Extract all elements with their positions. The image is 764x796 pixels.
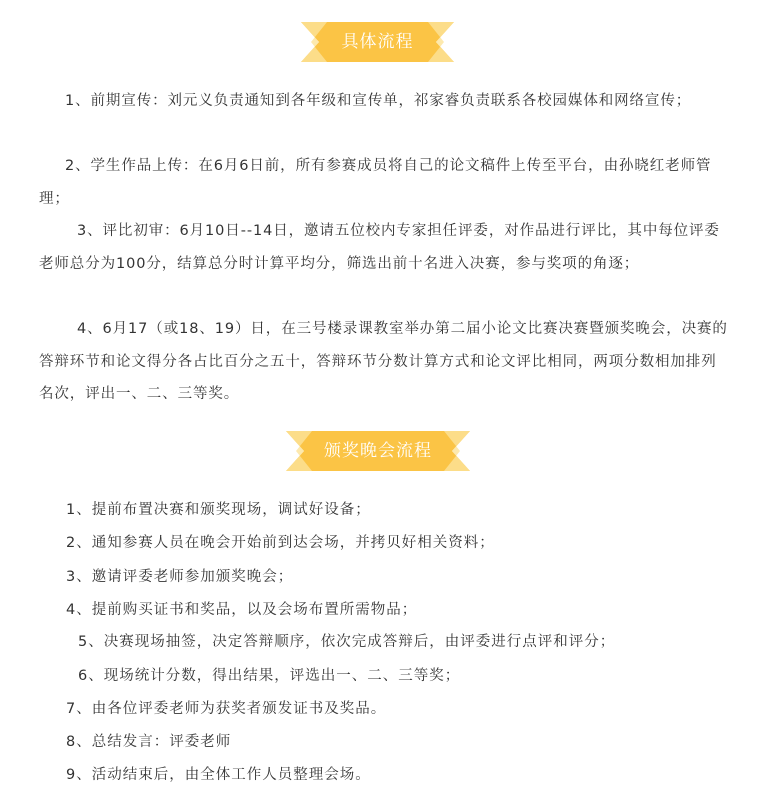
ceremony-step-4: 4、提前购买证书和奖品，以及会场布置所需物品； [66,602,418,618]
ceremony-step-7: 7、由各位评委老师为获奖者颁发证书及奖品。 [66,701,387,717]
ceremony-step-1: 1、提前布置决赛和颁奖现场，调试好设备； [66,502,371,518]
ceremony-step-3: 3、邀请评委老师参加颁奖晚会； [66,569,294,585]
section-banner-process [301,22,454,62]
process-paragraph-2: 2、学生作品上传：在6月6日前，所有参赛成员将自己的论文稿件上传至平台，由孙晓红老师管理； [39,158,712,207]
ceremony-step-9: 9、活动结束后，由全体工作人员整理会场。 [66,767,371,783]
process-paragraph-4: 4、6月17（或18、19）日，在三号楼录课教室举办第二届小论文比赛决赛暨颁奖晚会，决赛的答辩环节和论文得分各占比百分之五十，答辩环节分数计算方式和论文评比相同，两项分数相加排列名次，评出一、二、三等奖。 [39,321,728,402]
process-paragraph-3: 3、评比初审：6月10日--14日，邀请五位校内专家担任评委，对作品进行评比，其中每位评委老师总分为100分，结算总分时计算平均分，筛选出前十名进入决赛，参与奖项的角逐； [39,223,720,272]
ceremony-step-2: 2、通知参赛人员在晚会开始前到达会场，并拷贝好相关资料； [66,535,495,551]
ceremony-step-5: 5、决赛现场抽签，决定答辩顺序，依次完成答辩后，由评委进行点评和评分； [78,634,616,650]
section-title: 颁奖晚会流程 [324,441,432,461]
section-title: 具体流程 [341,32,414,52]
ceremony-step-8: 8、总结发言：评委老师 [66,734,232,750]
section-banner-award-ceremony [286,431,470,471]
ceremony-step-6: 6、现场统计分数，得出结果，评选出一、二、三等奖； [78,668,461,684]
process-paragraph-1: 1、前期宣传：刘元义负责通知到各年级和宣传单，祁家睿负责联系各校园媒体和网络宣传； [65,93,692,109]
